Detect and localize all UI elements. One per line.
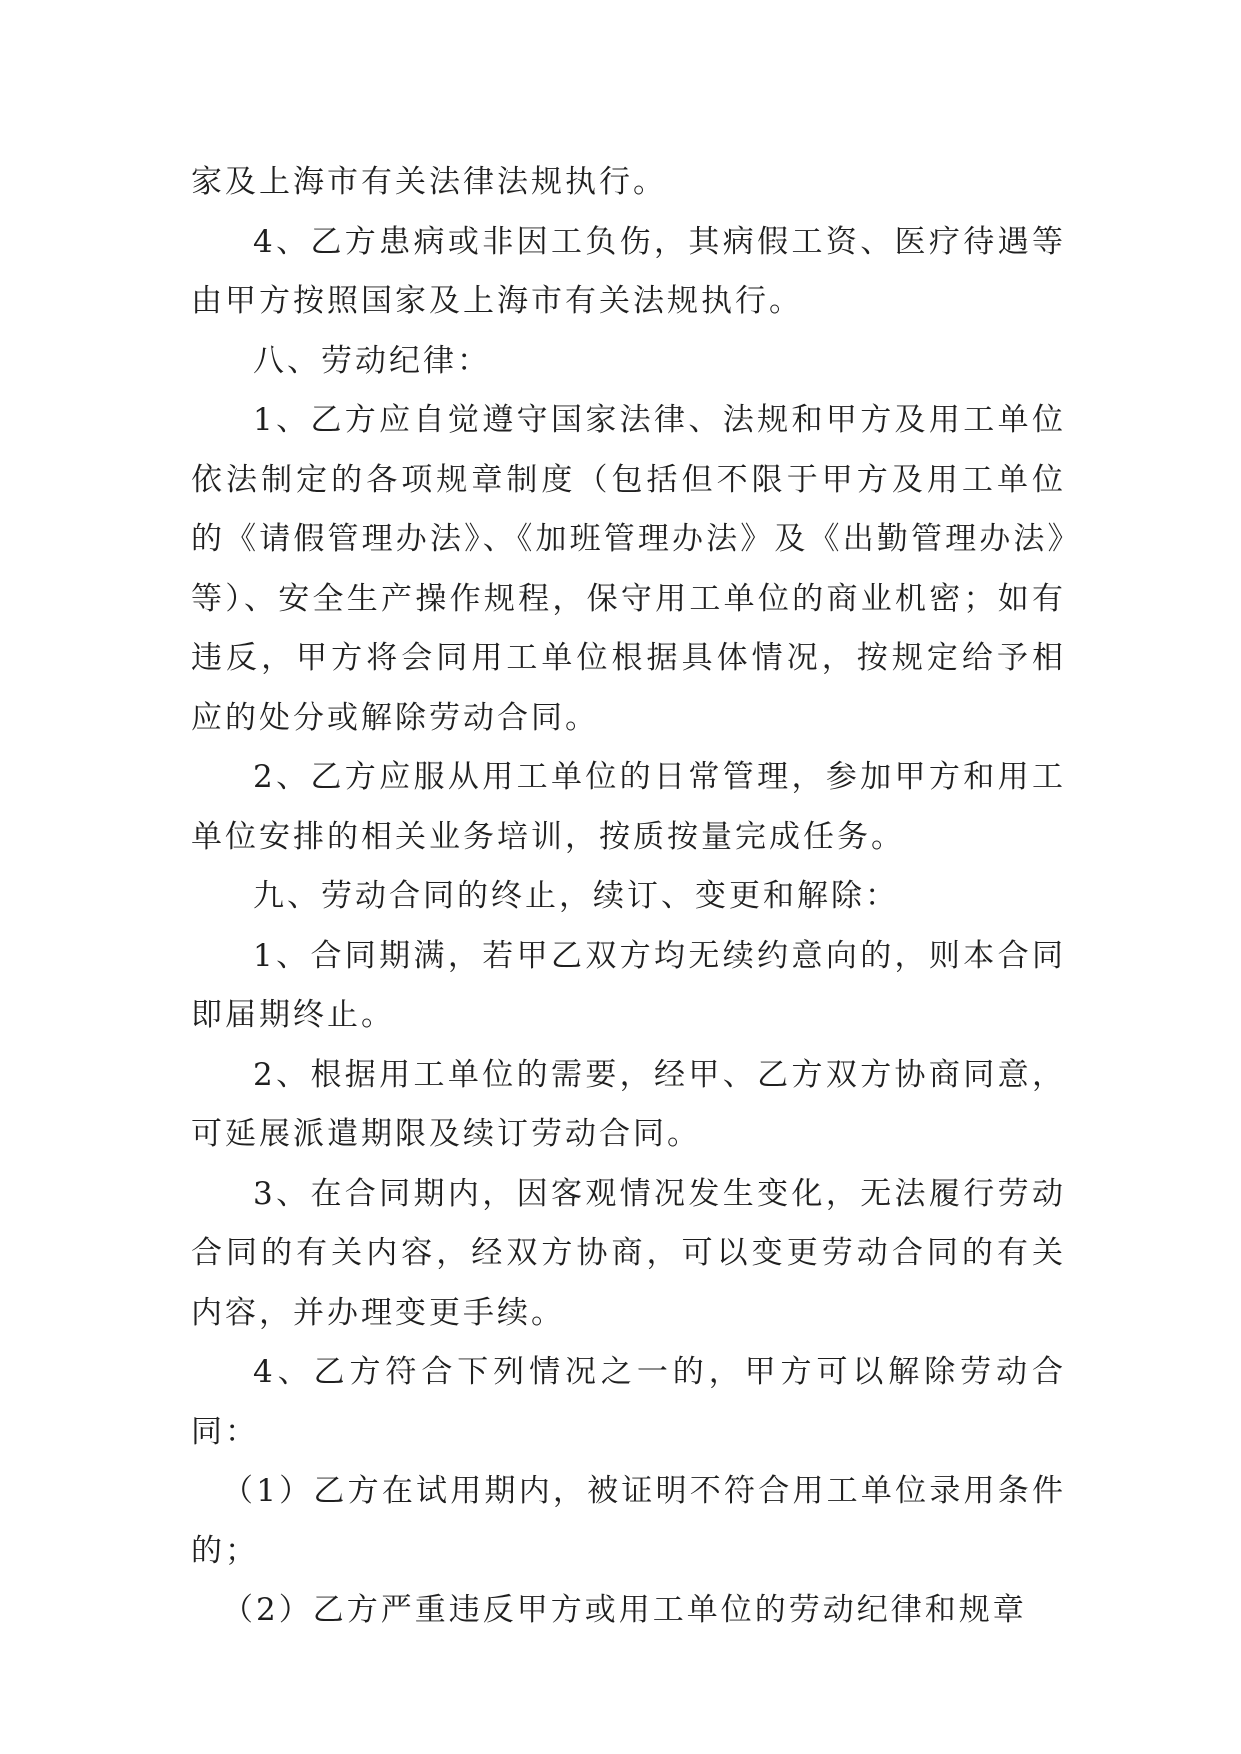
section-heading-contract-termination: 九、劳动合同的终止，续订、变更和解除： bbox=[253, 878, 899, 914]
paragraph-termination-1: 1、合同期满，若甲乙双方均无续约意向的，则本合同即届期终止。 bbox=[191, 937, 1066, 1033]
section-heading-labor-discipline: 八、劳动纪律： bbox=[253, 342, 491, 379]
paragraph-discipline-1: 1、乙方应自觉遵守国家法律、法规和甲方及用工单位依法制定的各项规章制度（包括但不限于甲方及用工单位的《请假管理办法》、《加班管理办法》及《出勤管理办法》等）、安全生产操作规程，保守用工单位的商业机密；如有违反，甲方将会同用工单位根据具体情况，按规定给予相应的处分或解除劳动合同。 bbox=[191, 402, 1066, 736]
list-item-1: （1）乙方在试用期内，被证明不符合用工单位录用条件的； bbox=[191, 1473, 1066, 1569]
paragraph-discipline-2: 2、乙方应服从用工单位的日常管理，参加甲方和用工单位安排的相关业务培训，按质按量完成任务。 bbox=[191, 759, 1066, 855]
paragraph-termination-3: 3、在合同期内，因客观情况发生变化，无法履行劳动合同的有关内容，经双方协商，可以变更劳动合同的有关内容，并办理变更手续。 bbox=[191, 1175, 1066, 1331]
contract-body bbox=[191, 153, 1066, 1641]
paragraph-termination-4: 4、乙方符合下列情况之一的，甲方可以解除劳动合同： bbox=[191, 1354, 1066, 1450]
paragraph-continuation: 家及上海市有关法律法规执行。 bbox=[191, 164, 667, 200]
paragraph-termination-2: 2、根据用工单位的需要，经甲、乙方双方协商同意，可延展派遣期限及续订劳动合同。 bbox=[191, 1056, 1066, 1152]
list-item-2: （2）乙方严重违反甲方或用工单位的劳动纪律和规章 bbox=[222, 1592, 1027, 1628]
paragraph-sick-leave: 4、乙方患病或非因工负伤，其病假工资、医疗待遇等由甲方按照国家及上海市有关法规执行。 bbox=[191, 223, 1066, 319]
